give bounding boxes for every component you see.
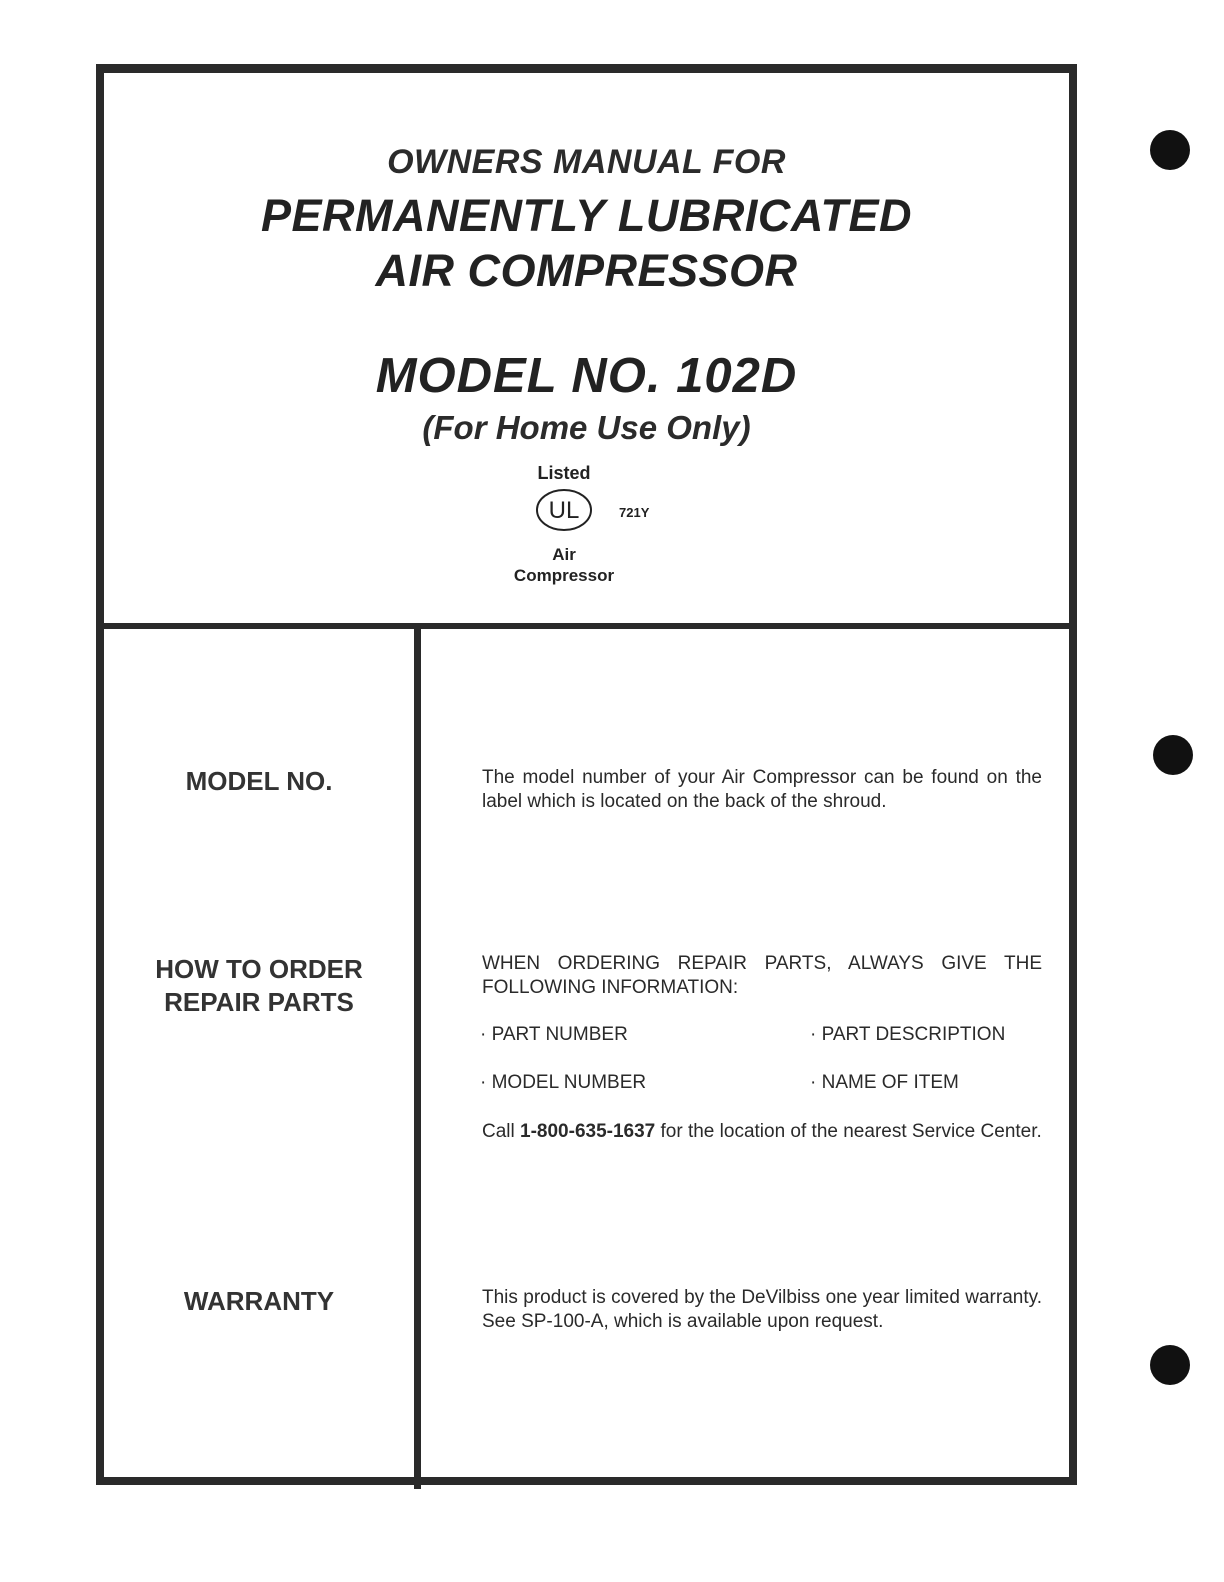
bullet-model-number: · MODEL NUMBER — [480, 1072, 647, 1093]
order-parts-intro: WHEN ORDERING REPAIR PARTS, ALWAYS GIVE THE FOLLOWING INFORMATION: — [482, 953, 1042, 998]
warranty-text: This product is covered by the DeVilbiss one year limited warranty. See SP-100-A, which is available upon request. — [482, 1287, 1042, 1332]
order-parts-label-line2: REPAIR PARTS — [164, 987, 354, 1017]
ul-logo-icon — [534, 487, 594, 533]
manual-cover-frame — [96, 64, 1077, 1485]
bullet-part-description: · PART DESCRIPTION — [810, 1024, 1006, 1045]
model-no-label: MODEL NO. — [185, 766, 333, 796]
svg-text:UL: UL — [548, 497, 580, 524]
binder-hole-bottom — [1150, 1345, 1190, 1385]
call-prefix: Call — [482, 1121, 521, 1142]
ul-control-code: 721Y — [619, 505, 650, 520]
model-number-title: MODEL NO. 102D — [375, 349, 798, 403]
bullet-name-of-item: · NAME OF ITEM — [810, 1072, 959, 1093]
ul-category-line2: Compressor — [513, 566, 615, 585]
title-panel — [104, 73, 1069, 629]
order-parts-label — [104, 953, 414, 1019]
order-parts-label-line1: HOW TO ORDER — [155, 954, 363, 984]
service-center-text — [482, 1120, 1042, 1144]
ul-listed-label: Listed — [537, 463, 591, 483]
home-use-note: (For Home Use Only) — [422, 409, 751, 446]
ul-listing-mark — [494, 463, 694, 593]
title-owners-manual: OWNERS MANUAL FOR — [387, 143, 786, 181]
warranty-label: WARRANTY — [183, 1286, 335, 1316]
service-phone-number: 1-800-635-1637 — [520, 1121, 656, 1142]
bullet-part-number: · PART NUMBER — [480, 1024, 628, 1045]
ul-category-line1: Air — [552, 545, 576, 564]
column-divider — [414, 629, 421, 1489]
call-suffix: for the location of the nearest Service Center. — [655, 1121, 1042, 1142]
title-product-line1: PERMANENTLY LUBRICATED — [261, 190, 912, 241]
model-no-text: The model number of your Air Compressor can be found on the label which is located on the back of the shroud. — [482, 767, 1042, 812]
binder-hole-middle — [1153, 735, 1193, 775]
binder-hole-top — [1150, 130, 1190, 170]
title-product-line2: AIR COMPRESSOR — [375, 245, 798, 296]
